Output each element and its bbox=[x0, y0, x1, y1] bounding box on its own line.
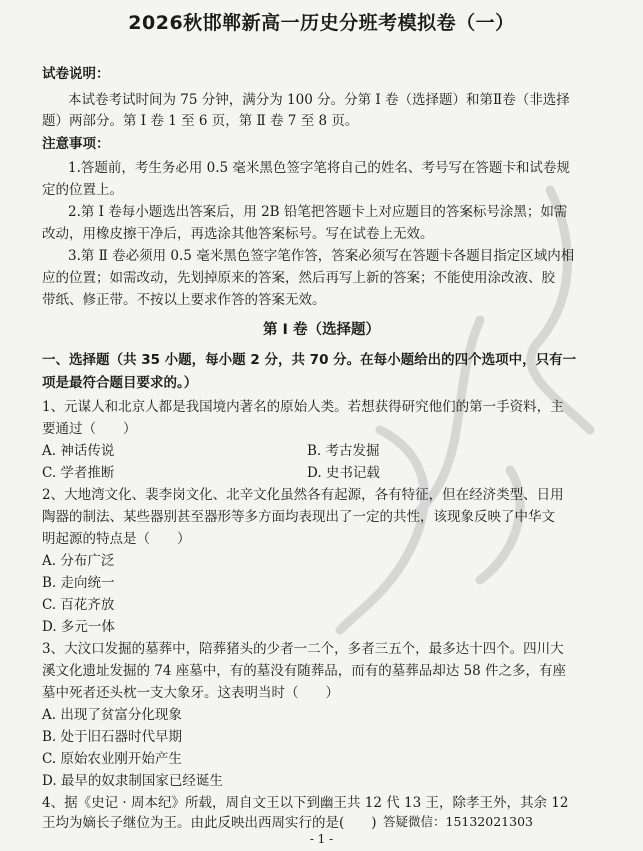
part-heading: 项是最符合题目要求的。） bbox=[42, 375, 198, 391]
q1-option-a: A. 神话传说 bbox=[42, 443, 115, 459]
question-4: 王均为嫡长子继位为王。由此反映出西周实行的是( ) bbox=[42, 815, 377, 831]
instructions-heading: 试卷说明： bbox=[42, 66, 110, 82]
q1-option-d: D. 史书记载 bbox=[307, 465, 380, 481]
question-1: 要通过（ ） bbox=[42, 421, 137, 437]
question-3: 3、大汶口发掘的墓葬中，陪葬猪头的少者一二个，多者三五个，最多达十四个。四川大 bbox=[42, 641, 564, 657]
contact-info: 答疑微信：15132021303 bbox=[383, 814, 533, 829]
q2-option-b: B. 走向统一 bbox=[42, 575, 115, 591]
q1-options-row1 bbox=[42, 441, 602, 461]
q2-option-c: C. 百花齐放 bbox=[42, 597, 115, 613]
q1-option-b: B. 考古发掘 bbox=[307, 443, 380, 459]
section-title: 第 Ⅰ 卷（选择题） bbox=[263, 322, 380, 338]
note-3: 带纸、修正带。不按以上要求作答的答案无效。 bbox=[42, 292, 326, 308]
question-1: 1、元谋人和北京人都是我国境内著名的原始人类。若想获得研究他们的第一手资料，主 bbox=[42, 399, 564, 415]
question-3: 溪文化遗址发掘的 74 座墓中，有的墓没有随葬品，而有的墓葬品却达 58 件之多，有座 bbox=[42, 663, 567, 679]
note-1: 1.答题前，考生务必用 0.5 毫米黑色签字笔将自己的姓名、考号写在答题卡和试卷规 bbox=[68, 160, 570, 176]
exam-title: 2026秋邯郸新高一历史分班考模拟卷（一） bbox=[128, 12, 515, 34]
note-3: 3.第 Ⅱ 卷必须用 0.5 毫米黑色签字笔作答，答案必须写在答题卡各题目指定区域内相 bbox=[68, 248, 575, 264]
q3-option-c: C. 原始农业刚开始产生 bbox=[42, 751, 182, 767]
instructions-text: 题）两部分。第 Ⅰ 卷 1 至 6 页，第 Ⅱ 卷 7 至 8 页。 bbox=[42, 113, 359, 129]
note-3: 应的位置；如需改动，先划掉原来的答案，然后再写上新的答案；不能使用涂改液、胶 bbox=[42, 270, 555, 286]
note-2: 改动，用橡皮擦干净后，再选涂其他答案标号。写在试卷上无效。 bbox=[42, 226, 434, 242]
notes-heading: 注意事项： bbox=[42, 136, 110, 152]
question-2: 明起源的特点是（ ） bbox=[42, 531, 191, 547]
question-4: 4、据《史记 · 周本纪》所载，周自文王以下到幽王共 12 代 13 王，除孝王外，其余 12 bbox=[42, 795, 569, 811]
q2-option-a: A. 分布广泛 bbox=[42, 553, 115, 569]
q1-options-row2 bbox=[42, 463, 602, 483]
instructions-text: 本试卷考试时间为 75 分钟，满分为 100 分。分第 Ⅰ 卷（选择题）和第Ⅱ卷（非选择 bbox=[68, 92, 570, 108]
part-heading: 一、选择题（共 35 小题，每小题 2 分，共 70 分。在每小题给出的四个选项中，只有一 bbox=[42, 352, 577, 368]
q2-option-d: D. 多元一体 bbox=[42, 619, 115, 635]
q3-option-a: A. 出现了贫富分化现象 bbox=[42, 707, 182, 723]
note-2: 2.第 Ⅰ 卷每小题选出答案后，用 2B 铅笔把答题卡上对应题目的答案标号涂黑；如需 bbox=[68, 204, 568, 220]
q3-option-d: D. 最早的奴隶制国家已经诞生 bbox=[42, 773, 223, 789]
question-2: 2、大地湾文化、裴李岗文化、北辛文化虽然各有起源，各有特征，但在经济类型、日用 bbox=[42, 487, 564, 503]
question-2: 陶器的制法、某些器别甚至器形等多方面均表现出了一定的共性，该现象反映了中华文 bbox=[42, 509, 555, 525]
page-number: - 1 - bbox=[309, 832, 334, 846]
question-3: 墓中死者还头枕一支大象牙。这表明当时（ ） bbox=[42, 685, 339, 701]
q3-option-b: B. 处于旧石器时代早期 bbox=[42, 729, 183, 745]
note-1: 定的位置上。 bbox=[42, 182, 123, 198]
q1-option-c: C. 学者推断 bbox=[42, 465, 115, 481]
